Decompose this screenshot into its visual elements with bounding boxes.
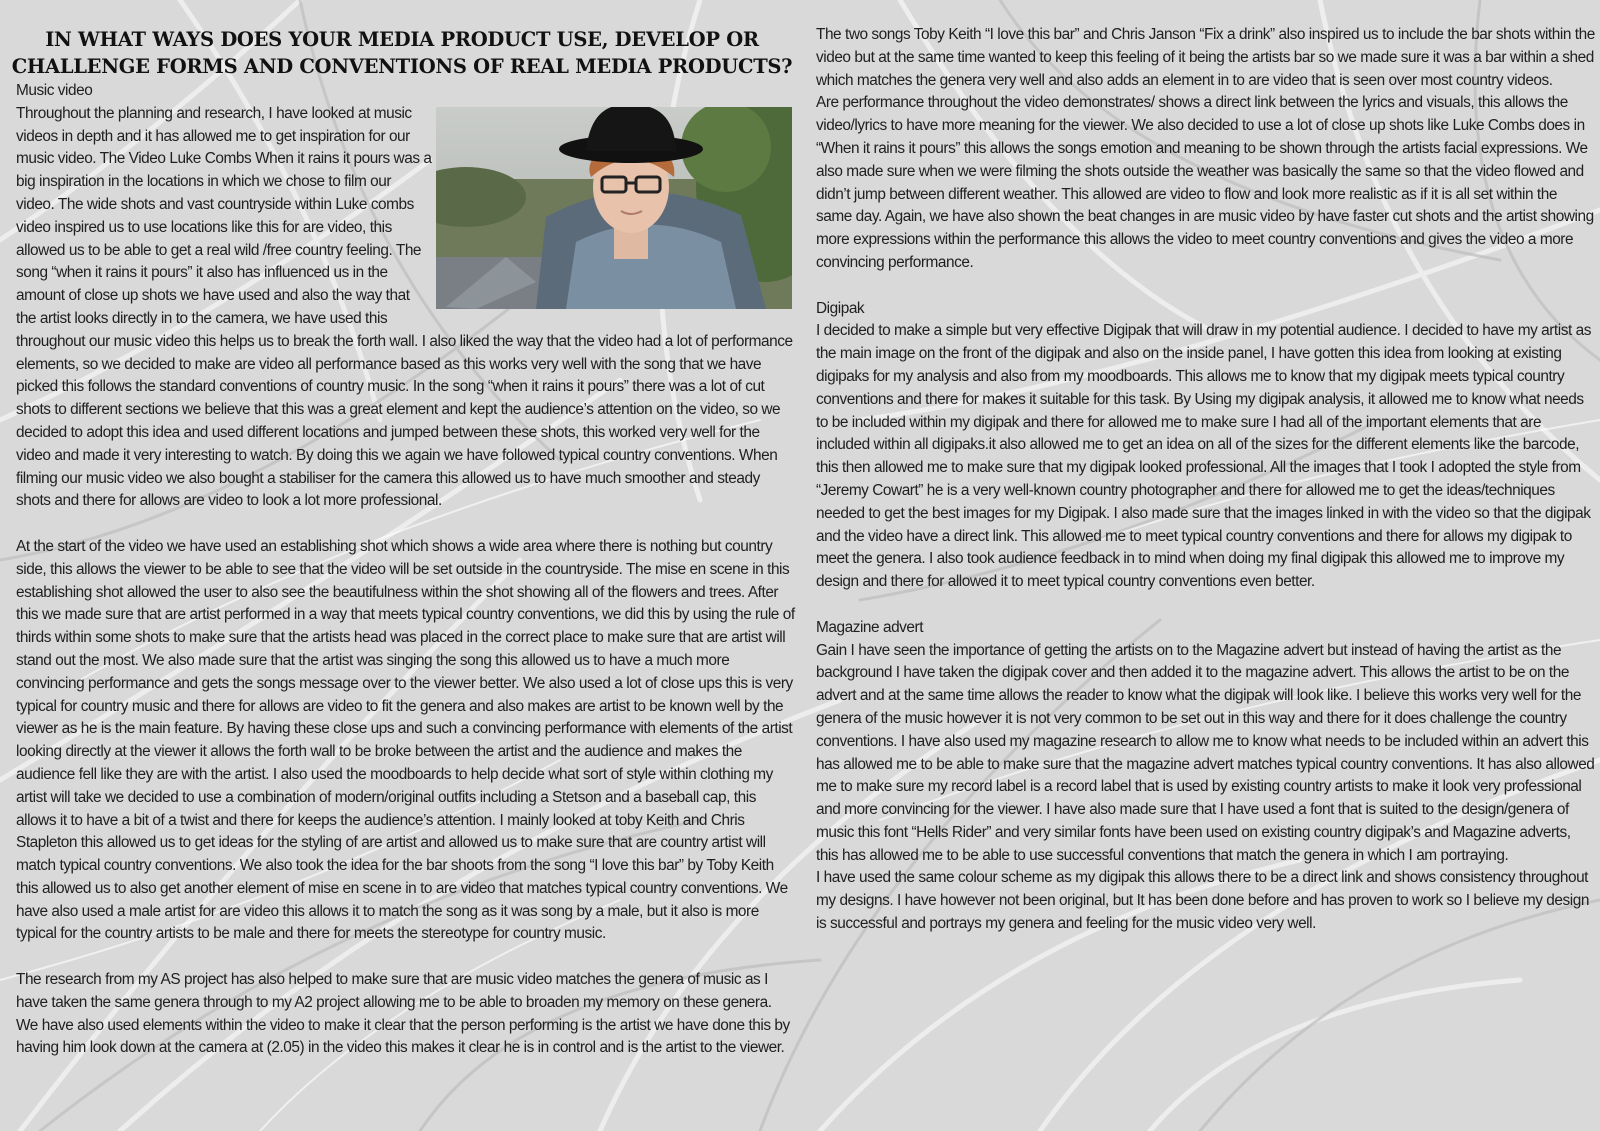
digipak-heading: Digipak [816,299,865,317]
artist-photo [436,107,792,309]
left-paragraph-3: The research from my AS project has also helped to make sure that are music video matches the genera of music as I have taken the same genera through to my A2 project allowing me to be able to broaden my memory on these genera. We have also used elements within the video to make it clear that the person performing is the artist we have done this by having him look down at the camera at (2.05) in the video this makes it clear he is in control and is the artist to the viewer. [16,971,790,1057]
left-body [16,80,796,1060]
left-column [0,0,810,1060]
right-paragraph-3: I decided to make a simple but very effective Digipak that will draw in my potential audience. I decided to have my artist as the main image on the front of the digipak and also on the inside panel, I have gotten this idea from looking at existing digipaks for my analysis and also from my moodboards. This allows me to know that my digipak meets typical country conventions and there for makes it suitable for this task. By Using my digipak analysis, it allowed me to know what needs to be included within my digipak and there for allowed me to make sure I had all of the important elements that are included within all digipaks.it also allowed me to get an idea on all of the sizes for the different elements like the barcode, this then allowed me to make sure that my digipak looked professional. All the images that I took I adopted the style from “Jeremy Cowart” he is a very well-known country photographer and there for allowed me to get the ideas/techniques needed to get the best images for my Digipak. I also made sure that the images linked in with the video so that the digipak and the video have a direct link. This allowed me to meet typical country conventions and there for allows my digipak to meet the genera. I also took audience feedback in to mind when doing my final digipak this allowed me to improve my design and there for allowed it to meet typical country conventions even better. [816,322,1591,591]
right-paragraph-1: The two songs Toby Keith “I love this bar” and Chris Janson “Fix a drink” also inspired us to include the bar shots within the video but at the same time wanted to keep this feeling of it being the artists bar so we made sure it was a bar within a shed which matches the genera very well and also adds an element in to are video that is seen over most country videos. [816,26,1595,89]
magazine-heading: Magazine advert [816,618,924,636]
music-video-heading: Music video [16,82,93,99]
right-paragraph-4: Gain I have seen the importance of getting the artists on to the Magazine advert but instead of having the artist as the background I have taken the digipak cover and then added it to the magazine advert. This allows the artist to be on the advert and at the same time allows the reader to know what the digipak will look like. I believe this works very well for the genera of the music however it is not very common to be set out in this way and there for it does challenge the country conventions. I have also used my magazine research to allow me to know what needs to be included within an advert this has allowed me to be able to make sure that the magazine advert matches typical country conventions. It has also allowed me to make sure my record label is a record label that is used by existing country artists to make it look very professional and more convincing for the viewer. I have also made sure that I have used a font that is suited to the design/genera of music this font “Hells Rider” and very similar fonts have been used on existing country digipak’s and Magazine adverts, this has allowed me to be able to use successful conventions that match the genera in which I am portraying. [816,641,1595,864]
right-paragraph-2: Are performance throughout the video demonstrates/ shows a direct link between the lyrics and visuals, this allows the video/lyrics to have more meaning for the viewer. We also decided to use a lot of close up shots like Luke Combs does in “When it rains it pours” this allows the songs emotion and meaning to be shown through the artists facial expressions. We also made sure when we were filming the shots outside the weather was basically the same so that the video flowed and didn’t jump between different weather. This allowed are video to flow and look more realistic as if it is all set within the same day. Again, we have also shown the beat changes in are music video by have faster cut shots and the artist showing more expressions within the performance this allows the video to meet country conventions and gives the video a more convincing performance. [816,94,1594,271]
left-paragraph-1: Throughout the planning and research, I have looked at music videos in depth and it has allowed me to get inspiration for our music video. The Video Luke Combs When it rains it pours was a big inspiration in the locations in which we chose to film our video. The wide shots and vast countryside within Luke combs video inspired us to use locations like this for are video, this allowed us to be able to get a real wild /free country feeling. The song “when it rains it pours” it also has influenced us in the amount of close up shots we have used and also the way that the artist looks directly in to the camera, we have used this throughout our music video this helps us to break the forth wall. I also liked the way that the video had a lot of performance elements, so we decided to make are video all performance based as this works very well with the song that we have picked this follows the standard conventions of country music. In the song “when it rains it pours” there was a lot of cut shots to different sections we believe that this was a great element and kept the audience’s attention on the video, so we decided to adopt this idea and used different locations and jumped between these shots, this worked very well for the video and made it very interesting to watch. By doing this we again we have followed typical country conventions. When filming our music video we also bought a stabiliser for the camera this allowed us to have much smoother and steady shots and there for allows are video to look a lot more professional. [16,104,793,510]
right-paragraph-5: I have used the same colour scheme as my digipak this allows there to be a direct link and shows consistency throughout my designs. I have however not been original, but It has been done before and has proven to work so I believe my design is successful and portrays my genera and feeling for the music video very well. [816,869,1589,933]
right-column [816,0,1600,936]
right-body [816,24,1596,936]
page-title: IN WHAT WAYS DOES YOUR MEDIA PRODUCT USE, DEVELOP OR CHALLENGE FORMS AND CONVENTIONS OF REAL MEDIA PRODUCTS? [11,28,793,78]
left-paragraph-2: At the start of the video we have used an establishing shot which shows a wide area where there is nothing but country side, this allows the viewer to be able to see that the video will be set outside in the countryside. The mise en scene in this establishing shot allowed the user to also see the beautifulness within the shot showing all of the flowers and trees. After this we made sure that are artist performed in a way that meets typical country conventions, we did this by using the rule of thirds within some shots to make sure that the artists head was placed in the correct place to make sure that are artist will stand out the most. We also made sure that the artist was singing the song this allowed us to have a much more convincing performance and gets the songs message over to the viewer better. We also used a lot of close ups this is very typical for country music and there for allows are video to fit the genera and also makes are artist to be known well by the viewer as he is the main feature. By having these close ups and such a convincing performance with elements of the artist looking directly at the viewer it allows the forth wall to be broke between the artist and the audience and makes the audience fell like they are with the artist. I also used the moodboards to help decide what sort of style within clothing my artist will take we decided to use a combination of modern/original outfits including a Stetson and a baseball cap, this allows it to have a bit of a twist and there for keeps the audience’s attention. I mainly looked at toby Keith and Chris Stapleton this allowed us to get ideas for the styling of are artist and allowed us to make sure that are country artist will match typical country conventions. We also took the idea for the bar shoots from the song “I love this bar” by Toby Keith this allowed us to also get another element of mise en scene in to are video that matches typical country conventions. We have also used a male artist for are video this allows it to match the song as it was song by a male, but it also is more typical for the country artists to be male and there for meets the stereotype for country music. [16,537,795,943]
